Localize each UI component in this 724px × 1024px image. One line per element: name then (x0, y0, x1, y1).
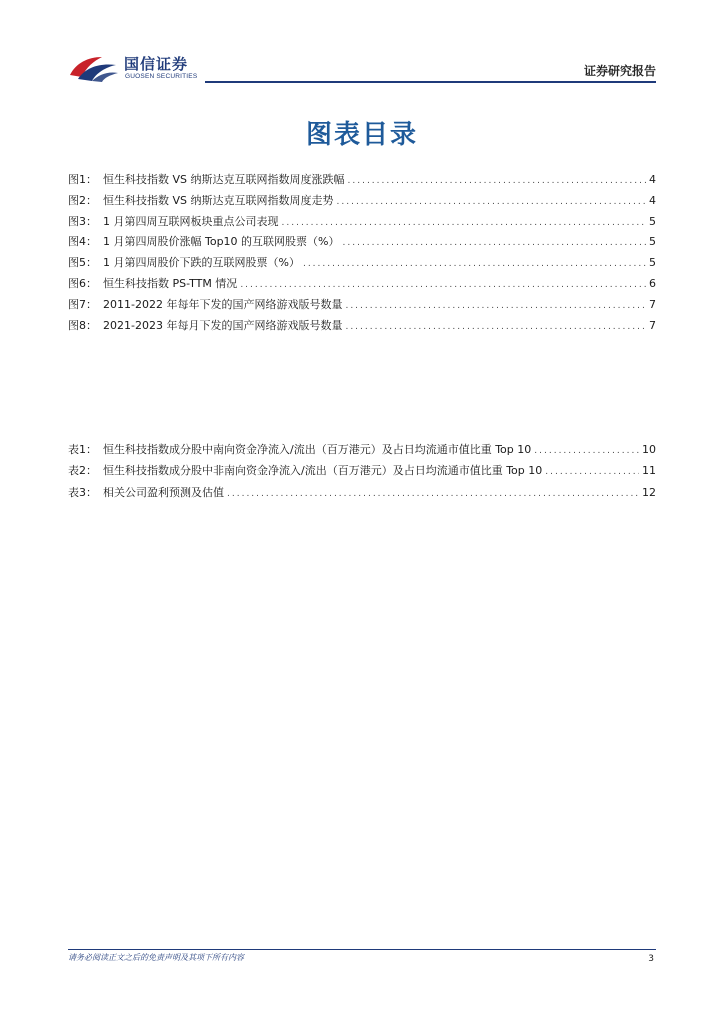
toc-entry-figure-1[interactable] (68, 171, 656, 192)
toc-entry-figure-8[interactable] (68, 317, 656, 338)
toc-entry-figure-5[interactable] (68, 254, 656, 275)
toc-page-number: 12 (642, 485, 656, 499)
disclaimer-note: 请务必阅读正文之后的免责声明及其项下所有内容 (68, 953, 244, 962)
toc-title: 1 月第四周股价涨幅 Top10 的互联网股票（%） (103, 235, 340, 249)
dot-leader (343, 238, 647, 248)
toc-title: 恒生科技指数成分股中南向资金净流入/流出（百万港元）及占日均流通市值比重 Top 10 (103, 443, 532, 456)
toc-label: 图2： (68, 193, 97, 207)
toc-title: 恒生科技指数 VS 纳斯达克互联网指数周度走势 (103, 193, 334, 207)
dot-leader (345, 301, 646, 311)
toc-page-number: 6 (649, 276, 656, 290)
dot-leader (240, 280, 646, 290)
toc-label: 图8： (68, 318, 97, 332)
dot-leader (348, 176, 647, 186)
toc-entry-table-2[interactable] (68, 462, 656, 483)
toc-entry-table-1[interactable] (68, 441, 656, 462)
toc-page-number: 4 (649, 173, 656, 186)
dot-leader (345, 322, 646, 332)
toc-label: 图4： (68, 235, 97, 249)
toc-page-number: 11 (642, 464, 656, 478)
toc-page-number: 5 (649, 256, 656, 270)
toc-page-number: 7 (649, 318, 656, 332)
toc-title: 恒生科技指数 VS 纳斯达克互联网指数周度涨跌幅 (103, 173, 345, 186)
toc-label: 图3： (68, 214, 97, 228)
toc-title: 恒生科技指数成分股中非南向资金净流入/流出（百万港元）及占日均流通市值比重 Top 10 (103, 464, 543, 478)
page-number: 3 (648, 954, 654, 964)
header-divider (205, 81, 656, 83)
toc-page-number: 10 (642, 443, 656, 456)
dot-leader (545, 467, 639, 477)
dot-leader (534, 446, 639, 456)
page-header (0, 0, 724, 90)
toc-title: 恒生科技指数 PS-TTM 情况 (103, 276, 238, 290)
toc-page-number: 7 (649, 297, 656, 311)
report-type: 证券研究报告 (583, 64, 656, 78)
toc-page-number: 5 (649, 214, 656, 228)
toc-entry-figure-7[interactable] (68, 296, 656, 317)
logo-chinese-name: 国信证券 (124, 55, 189, 73)
toc-title: 2011-2022 年每年下发的国产网络游戏版号数量 (103, 297, 343, 311)
toc-entry-figure-3[interactable] (68, 213, 656, 234)
toc-page-number: 4 (649, 193, 656, 207)
toc-label: 图7： (68, 297, 97, 311)
toc-title: 2021-2023 年每月下发的国产网络游戏版号数量 (103, 318, 343, 332)
logo-english-name: GUOSEN SECURITIES (125, 73, 198, 80)
footer-divider (68, 949, 656, 950)
toc-entry-table-3[interactable] (68, 484, 656, 505)
guosen-logo-icon (68, 53, 120, 83)
toc-entry-figure-2[interactable] (68, 192, 656, 213)
toc-title: 1 月第四周互联网板块重点公司表现 (103, 214, 279, 228)
toc-title: 1 月第四周股价下跌的互联网股票（%） (103, 256, 300, 270)
toc-page-number: 5 (649, 235, 656, 249)
toc-label: 表1： (68, 443, 97, 456)
toc-title: 相关公司盈利预测及估值 (103, 485, 224, 499)
dot-leader (227, 489, 639, 499)
figure-list (68, 171, 656, 337)
toc-label: 表3： (68, 485, 97, 499)
guosen-logo (68, 53, 198, 85)
toc-label: 图1： (68, 173, 97, 186)
toc-entry-figure-6[interactable] (68, 275, 656, 296)
page-title: 图表目录 (305, 120, 418, 150)
toc-entry-figure-4[interactable] (68, 233, 656, 254)
dot-leader (337, 197, 647, 207)
toc-label: 图6： (68, 276, 97, 290)
table-list (68, 441, 656, 505)
dot-leader (303, 259, 646, 269)
toc-label: 图5： (68, 256, 97, 270)
dot-leader (282, 218, 647, 228)
toc-label: 表2： (68, 464, 97, 478)
